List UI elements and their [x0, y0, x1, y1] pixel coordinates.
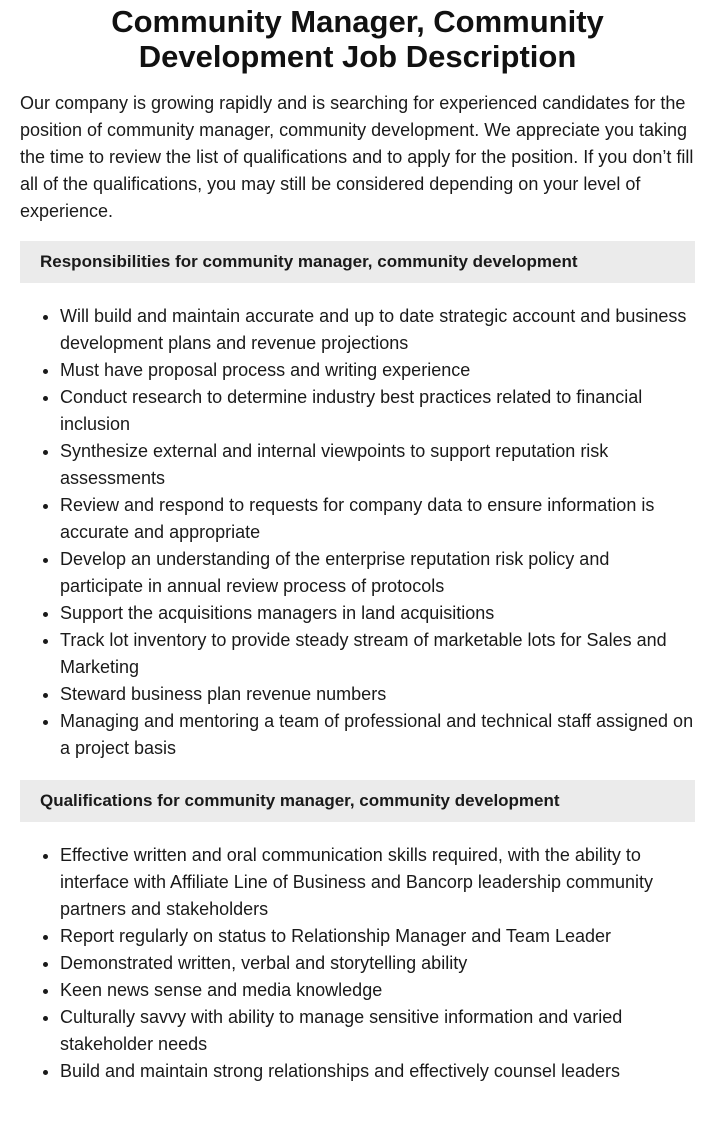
qualifications-heading: Qualifications for community manager, community development [20, 780, 695, 822]
responsibilities-list [20, 303, 695, 762]
list-item: • Culturally savvy with ability to manage sensitive information and varied stakeholder needs [60, 1004, 695, 1058]
list-item: • Conduct research to determine industry best practices related to financial inclusion [60, 384, 695, 438]
job-description [0, 4, 720, 1085]
list-item: • Synthesize external and internal viewpoints to support reputation risk assessments [60, 438, 695, 492]
list-item: • Keen news sense and media knowledge [60, 977, 695, 1004]
list-item: • Managing and mentoring a team of professional and technical staff assigned on a project basis [60, 708, 695, 762]
list-item: • Will build and maintain accurate and up to date strategic account and business development plans and revenue projections [60, 303, 695, 357]
intro-paragraph: Our company is growing rapidly and is searching for experienced candidates for the position of community manager, community development. We appreciate you taking the time to review the list of qualifications and to apply for the position. If you don’t fill all of the qualifications, you may still be considered depending on your level of experience. [20, 93, 694, 221]
list-item: • Effective written and oral communication skills required, with the ability to interface with Affiliate Line of Business and Bancorp leadership community partners and stakeholders [60, 842, 695, 923]
list-item: • Steward business plan revenue numbers [60, 681, 695, 708]
list-item: • Demonstrated written, verbal and storytelling ability [60, 950, 695, 977]
qualifications-list [20, 842, 695, 1085]
responsibilities-heading: Responsibilities for community manager, community development [20, 241, 695, 283]
page-title: Community Manager, Community Development Job Description [111, 4, 604, 74]
list-item: • Must have proposal process and writing experience [60, 357, 695, 384]
list-item: • Review and respond to requests for company data to ensure information is accurate and appropriate [60, 492, 695, 546]
list-item: • Report regularly on status to Relationship Manager and Team Leader [60, 923, 695, 950]
list-item: • Build and maintain strong relationships and effectively counsel leaders [60, 1058, 695, 1085]
list-item: • Develop an understanding of the enterprise reputation risk policy and participate in annual review process of protocols [60, 546, 695, 600]
list-item: • Track lot inventory to provide steady stream of marketable lots for Sales and Marketing [60, 627, 695, 681]
list-item: • Support the acquisitions managers in land acquisitions [60, 600, 695, 627]
